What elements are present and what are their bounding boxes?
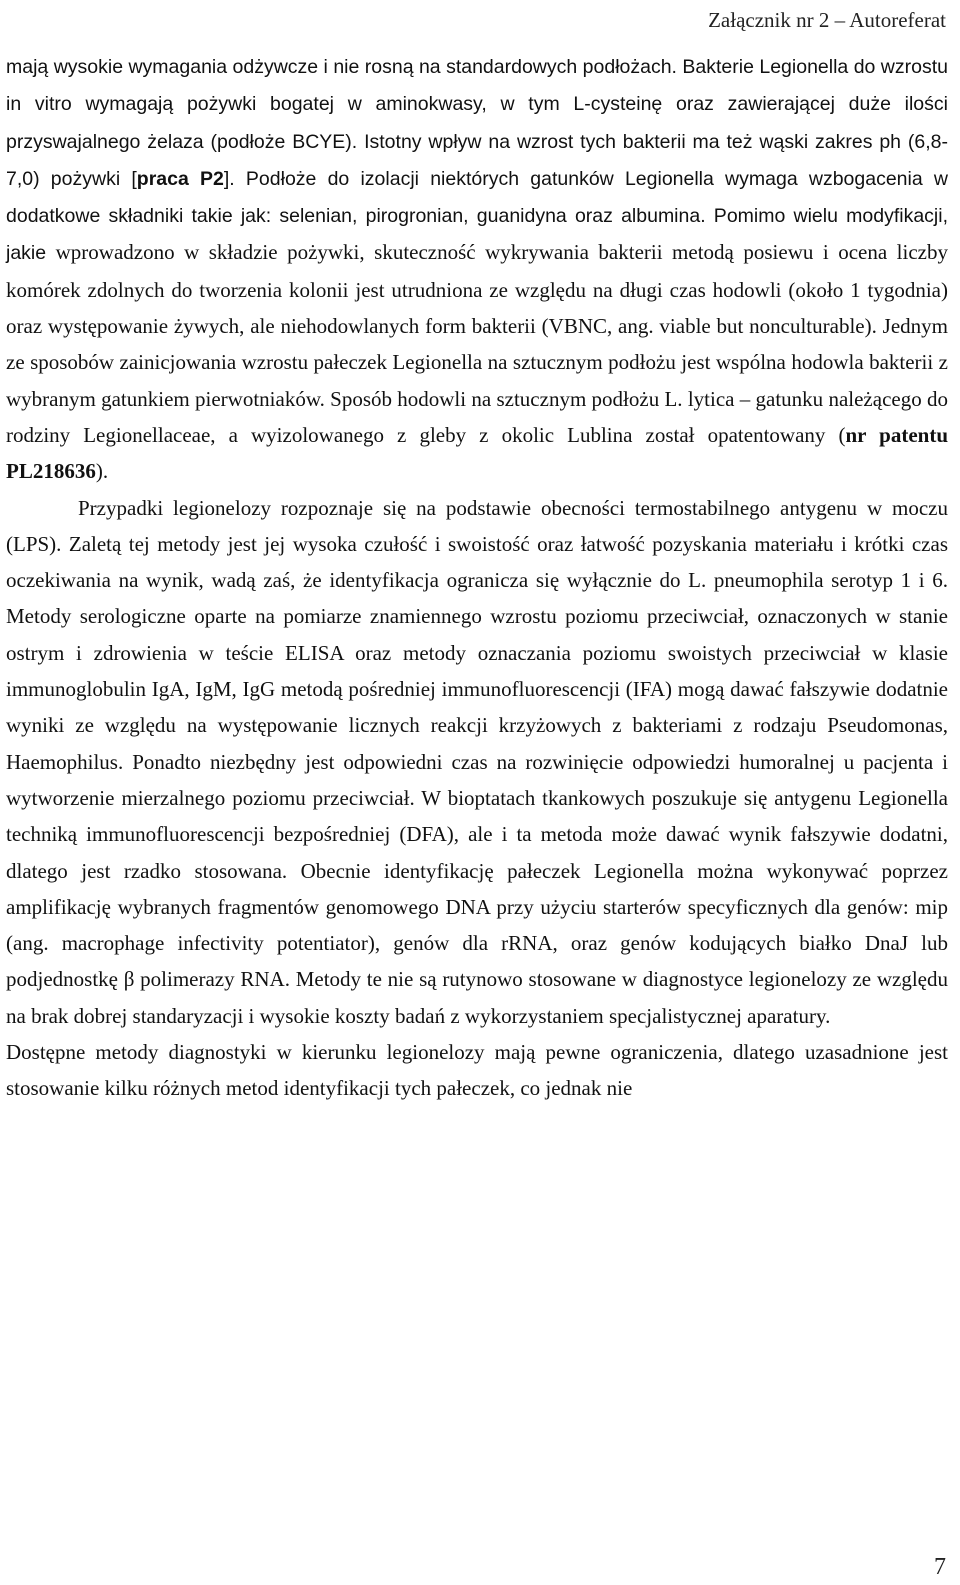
page-number: 7	[934, 1554, 946, 1580]
paragraph-3: Dostępne metody diagnostyki w kierunku legionelozy mają pewne ograniczenia, dlatego uzasadnione jest stosowanie kilku różnych metod identyfikacji tych pałeczek, co jednak nie	[6, 1040, 948, 1101]
document-body	[6, 48, 948, 1107]
citation-praca-p2: praca P2	[136, 167, 224, 190]
patent-number: nr patentu PL218636	[6, 422, 948, 484]
paragraph-1: mają wysokie wymagania odżywcze i nie rosną na standardowych podłożach. Bakterie Legionella do wzrostu in vitro wymagają pożywki bogatej w aminokwasy, w tym L-cysteinę oraz zawierającej duże ilości przyswajalnego żelaza (podłoże BCYE). Istotny wpływ na wzrost tych bakterii ma też wąski zakres ph (6,8-7,0) pożywki [praca P2]. Podłoże do izolacji niektórych gatunków Legionella wymaga wzbogacenia w dodatkowe składniki takie jak: selenian, pirogronian, guanidyna oraz albumina. Pomimo wielu modyfikacji, jakie wprowadzono w składzie pożywki, skuteczność wykrywania bakterii metodą posiewu i ocena liczby komórek zdolnych do tworzenia kolonii jest utrudniona ze względu na długi czas hodowli (około 1 tygodnia) oraz występowanie żywych, ale niehodowlanych form bakterii (VBNC, ang. viable but nonculturable). Jednym ze sposobów zainicjowania wzrostu pałeczek Legionella na sztucznym podłożu jest wspólna hodowla bakterii z wybranym gatunkiem pierwotniaków. Sposób hodowli na sztucznym podłożu L. lytica – gatunku należącego do rodziny Legionellaceae, a wyizolowanego z gleby z okolic Lublina został opatentowany (nr patentu PL218636).	[6, 56, 948, 484]
running-header: Załącznik nr 2 – Autoreferat	[708, 8, 946, 32]
paragraph-1-sans-text: mają wysokie wymagania odżywcze i nie rosną na standardowych podłożach. Bakterie Legionella do wzrostu in vitro wymagają pożywki bogatej w aminokwasy, w tym L-cysteinę oraz zawierającej duże ilości przyswajalnego żelaza (podłoże BCYE). Istotny wpływ na wzrost tych bakterii ma też wąski zakres ph (6,8-7,0) pożywki [praca P2]. Podłoże do izolacji niektórych gatunków Legionella wymaga wzbogacenia w dodatkowe składniki takie jak: selenian, pirogronian, guanidyna oraz albumina. Pomimo wielu modyfikacji, jakie	[6, 56, 948, 265]
paragraph-2: Przypadki legionelozy rozpoznaje się na podstawie obecności termostabilnego antygenu w moczu (LPS). Zaletą tej metody jest jej wysoka czułość i swoistość oraz łatwość pozyskania materiału i krótki czas oczekiwania na wynik, wadą zaś, że identyfikacja ogranicza się wyłącznie do L. pneumophila serotyp 1 i 6. Metody serologiczne oparte na pomiarze znamiennego wzrostu poziomu przeciwciał, oznaczonych w stanie ostrym i zdrowienia w teście ELISA oraz metody oznaczania poziomu swoistych przeciwciał w klasie immunoglobulin IgA, IgM, IgG metodą pośredniej immunofluorescencji (IFA) mogą dawać fałszywie dodatnie wyniki ze względu na występowanie licznych reakcji krzyżowych z bakteriami z rodzaju Pseudomonas, Haemophilus. Ponadto niezbędny jest odpowiedni czas na rozwinięcie odpowiedzi humoralnej u pacjenta i wytworzenie mierzalnego poziomu przeciwciał. W bioptatach tkankowych poszukuje się antygenu Legionella techniką immunofluorescencji bezpośredniej (DFA), ale i ta metoda może dawać wynik fałszywie dodatni, dlatego jest rzadko stosowana. Obecnie identyfikację pałeczek Legionella można wykonywać poprzez amplifikację wybranych fragmentów genomowego DNA przy użyciu starterów specyficznych dla genów: mip (ang. macrophage infectivity potentiator), genów dla rRNA, oraz genów kodujących białko DnaJ lub podjednostkę β polimerazy RNA. Metody te nie są rutynowo stosowane w diagnostyce legionelozy ze względu na brak dobrej standaryzacji i wysokie koszty badań z wykorzystaniem specjalistycznej aparatury.	[6, 495, 948, 1028]
